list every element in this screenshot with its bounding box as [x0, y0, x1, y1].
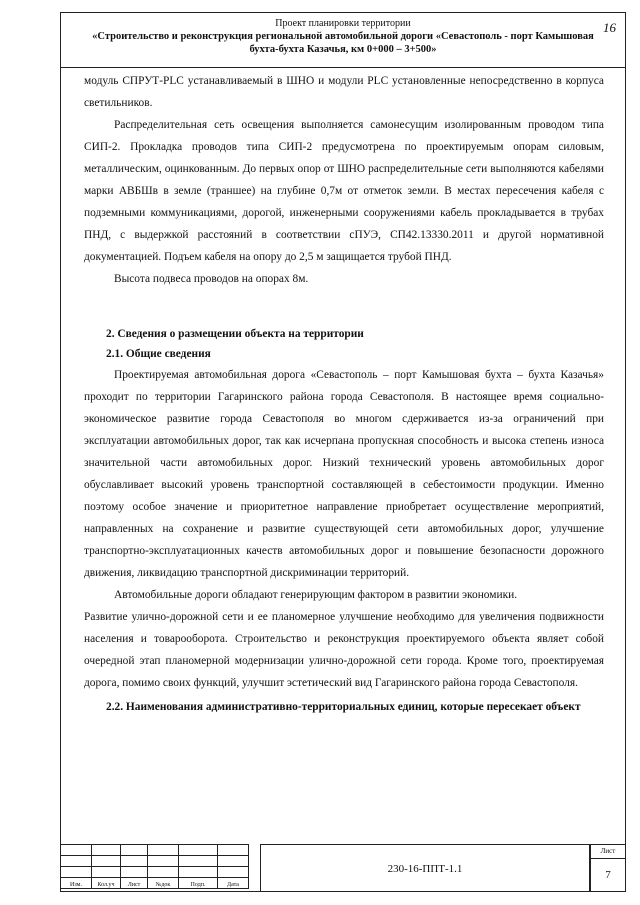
paragraph-3: Высота подвеса проводов на опорах 8м. [114, 273, 309, 285]
paragraph-6: Развитие улично-дорожной сети и ее планомерное улучшение необходимо для увеличения подвижности населения и товарооборота. Строительство и реконструкция проектируемого объекта являет собой очередной этап планомерной модернизации улично-дорожной сети города. Кроме того, проектируемая дорога, помимо своих функций, улучшит эстетический вид Гагаринского района города Севастополя. [84, 611, 604, 689]
project-label: Проект планировки территории [275, 18, 411, 29]
col-list: Лист [121, 878, 148, 889]
document-code: 230-16-ППТ-1.1 [260, 844, 590, 892]
sheet-box [590, 844, 626, 892]
paragraph-1: модуль СПРУТ-PLC устанавливаемый в ШНО и модули PLC установленные непосредственно в корпуса светильников. [84, 75, 604, 109]
section-2-heading: 2. Сведения о размещении объекта на территории [106, 328, 364, 340]
project-title: «Строительство и реконструкция региональной автомобильной дороги «Севастополь - порт Камышовая бухта-бухта Казачья, км 0+000 – 3+500» [92, 31, 594, 55]
title-block [60, 844, 626, 892]
header-page-number: 16 [603, 20, 616, 35]
col-podp: Подп. [179, 878, 218, 889]
col-kol-uch: Кол.уч [92, 878, 121, 889]
col-data: Дата [218, 878, 249, 889]
paragraph-4: Проектируемая автомобильная дорога «Севастополь – порт Камышовая бухта – бухта Казачья» проходит по территории Гагаринского района города Севастополя. В настоящее время социально-экономическое развитие города Севастополя во многом сдерживается из-за ограничений при эксплуатации автомобильных дорог, так как исчерпана пропускная способность и высока степень износа значительной части автомобильных дорог. Низкий технический уровень автомобильных дорог обуславливает высокий уровень транспортной составляющей в себестоимости продукции. Именно поэтому особое значение и приоритетное направление приобретает осуществление мероприятий, направленных на сохранение и развитие существующей сети автомобильных дорог, улучшение транспортно-эксплуатационных качеств автомобильных дорог и повышение безопасности дорожного движения, ликвидацию транспортной дискриминации территорий. [84, 369, 604, 579]
document-body [84, 70, 604, 718]
document-header [60, 12, 626, 68]
section-2-1-heading: 2.1. Общие сведения [106, 348, 211, 360]
section-2-2-heading: 2.2. Наименования административно-территориальных единиц, которые пересекает объект [106, 701, 581, 713]
revision-table [60, 844, 249, 889]
sheet-label: Лист [591, 845, 625, 859]
paragraph-2: Распределительная сеть освещения выполняется самонесущим изолированным проводом типа СИП-2. Прокладка проводов типа СИП-2 предусмотрена по проектируемым опорам силовым, металлическим, оцинкованным. До первых опор от ШНО распределительные сети выполняются кабелями марки АВБШв в земле (траншее) на глубине 0,7м от отметок земли. В местах пересечения кабеля с подземными коммуникациями, дорогой, инженерными сооружениями кабель прокладывается в трубах ПНД, с выдержкой расстояний в соответствии сПУЭ, СП42.13330.2011 и другой нормативной документацией. Подъем кабеля на опору до 2,5 м защищается трубой ПНД. [84, 119, 604, 263]
paragraph-5: Автомобильные дороги обладают генерирующим фактором в развитии экономики. [114, 589, 518, 601]
col-ndok: №док [148, 878, 179, 889]
sheet-number: 7 [605, 869, 611, 881]
col-izm: Изм. [61, 878, 92, 889]
